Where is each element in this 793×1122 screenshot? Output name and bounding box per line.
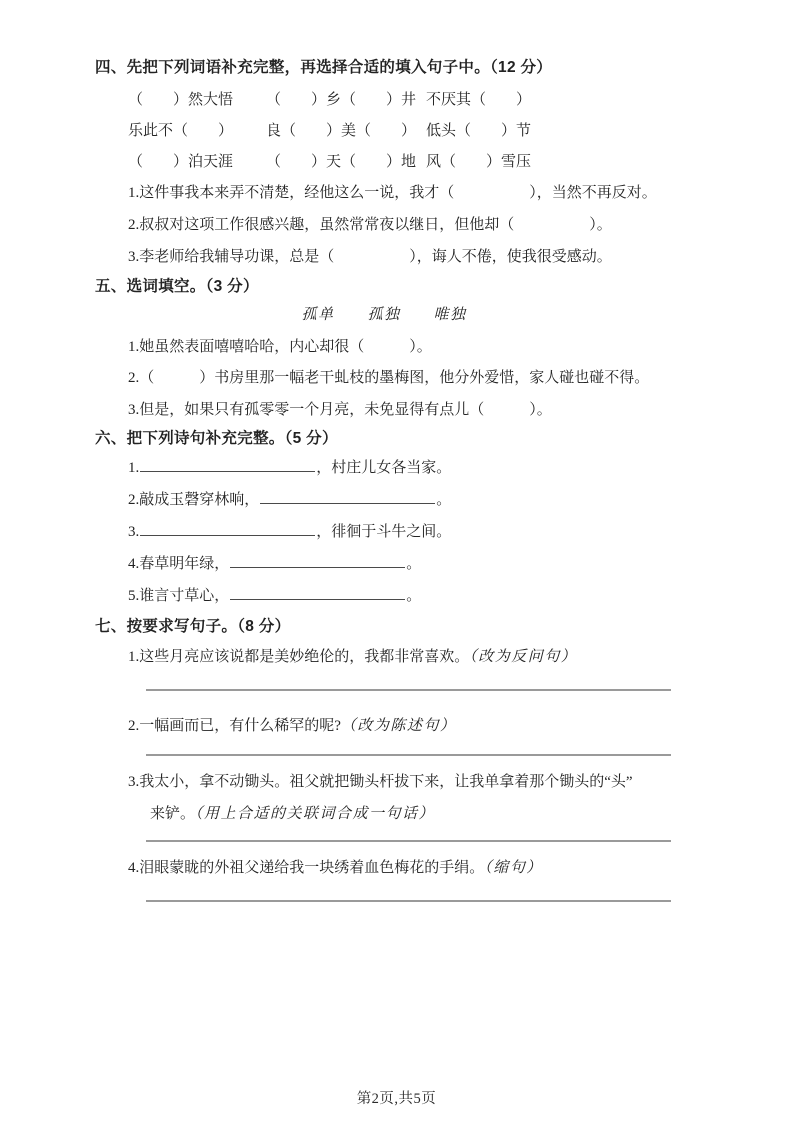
poem-line-after: 。 — [436, 492, 452, 508]
poem-line — [128, 584, 713, 607]
fill-in-sentence: 3.但是，如果只有孤零零一个月亮，未免显得有点儿（ ）。 — [128, 402, 552, 418]
rewrite-question — [128, 766, 713, 830]
answer-blank-line — [230, 584, 405, 600]
word-bank: 孤单 孤独 唯独 — [301, 307, 467, 323]
answer-blank-line — [230, 552, 405, 568]
poem-line-after: ，村庄儿女各当家。 — [316, 460, 452, 476]
poem-line-after: 。 — [406, 588, 422, 604]
poem-line-after: ，徘徊于斗牛之间。 — [316, 524, 452, 540]
question-text: 4.泪眼蒙眬的外祖父递给我一块绣着血色梅花的手绢。 — [128, 860, 485, 876]
poem-line-after: 。 — [406, 556, 422, 572]
question-text: 3.我太小，拿不动锄头。祖父就把锄头杆拔下来，让我单拿着那个锄头的“头” — [128, 774, 633, 790]
poem-line-number: 2. — [128, 492, 140, 508]
word-blank-item: 低头（ ）节 — [426, 123, 532, 139]
section-6-heading: 六、把下列诗句补充完整。（5 分） — [95, 430, 338, 447]
word-blank-item: 不厌其（ ） — [426, 92, 532, 108]
word-blank-item: （ ）泊天涯 — [128, 154, 234, 170]
answer-line — [146, 900, 671, 902]
answer-blank-line — [140, 520, 315, 536]
answer-blank-line — [140, 456, 315, 472]
question-instruction: （改为陈述句） — [340, 718, 457, 734]
question-instruction: （改为反问句） — [469, 649, 578, 665]
page-number: 第2页,共5页 — [356, 1091, 437, 1107]
fill-in-sentence: 1.她虽然表面嘻嘻哈哈，内心却很（ ）。 — [128, 339, 432, 355]
poem-line-before: 春草明年绿， — [139, 556, 230, 572]
question-text-continued: 来铲。 — [150, 806, 196, 822]
rewrite-question — [128, 858, 713, 879]
answer-line — [146, 840, 671, 842]
poem-line — [128, 488, 713, 511]
section-5-heading: 五、选词填空。（3 分） — [95, 278, 259, 295]
word-blank-item: （ ）乡（ ）井 — [266, 92, 417, 108]
poem-line-number: 5. — [128, 588, 140, 604]
fill-in-sentence: 3.李老师给我辅导功课，总是（ ），诲人不倦，使我很受感动。 — [128, 249, 612, 265]
answer-line — [146, 689, 671, 691]
poem-line-before: 敲成玉磬穿林响， — [139, 492, 260, 508]
answer-line — [146, 754, 671, 756]
question-text: 1.这些月亮应该说都是美妙绝伦的，我都非常喜欢。 — [128, 649, 470, 665]
word-blank-item: （ ）天（ ）地 — [266, 154, 417, 170]
rewrite-question — [128, 647, 713, 668]
poem-line — [128, 520, 713, 543]
word-blank-item: 风（ ）雪压 — [426, 154, 532, 170]
word-blank-item: （ ）然大悟 — [128, 92, 234, 108]
poem-line-number: 1. — [128, 460, 140, 476]
poem-line — [128, 456, 713, 479]
fill-in-sentence: 2.（ ）书房里那一幅老干虬枝的墨梅图，他分外爱惜，家人碰也碰不得。 — [128, 370, 650, 386]
poem-line-number: 4. — [128, 556, 140, 572]
word-blank-item: 乐此不（ ） — [128, 123, 234, 139]
section-7-heading: 七、按要求写句子。（8 分） — [95, 618, 291, 635]
section-4-heading: 四、先把下列词语补充完整，再选择合适的填入句子中。（12 分） — [95, 59, 553, 76]
fill-in-sentence: 2.叔叔对这项工作很感兴趣，虽然常常夜以继日，但他却（ ）。 — [128, 217, 612, 233]
question-text: 2.一幅画而已，有什么稀罕的呢? — [128, 718, 341, 734]
section-4-word-grid — [128, 90, 713, 173]
poem-line — [128, 552, 713, 575]
rewrite-question — [128, 716, 713, 737]
question-instruction: （缩句） — [484, 860, 543, 876]
poem-line-before: 谁言寸草心， — [139, 588, 230, 604]
word-blank-item: 良（ ）美（ ） — [266, 123, 417, 139]
fill-in-sentence: 1.这件事我本来弄不清楚，经他这么一说，我才（ ），当然不再反对。 — [128, 185, 657, 201]
answer-blank-line — [260, 488, 435, 504]
question-instruction: （用上合适的关联词合成一句话） — [195, 806, 436, 822]
poem-line-number: 3. — [128, 524, 140, 540]
